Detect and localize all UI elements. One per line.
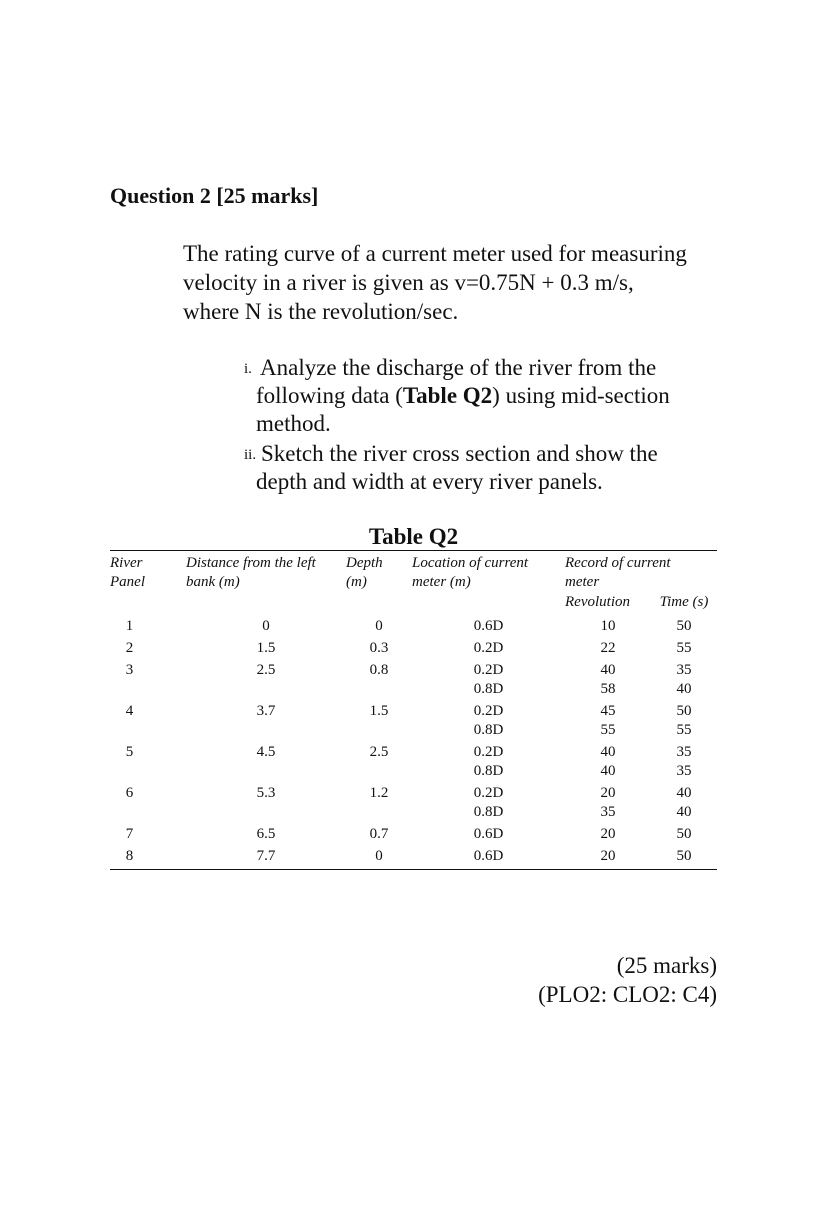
cell-panel: 1 — [125, 618, 134, 634]
table-row — [110, 781, 717, 803]
cell-depth: 0.8 — [369, 662, 389, 678]
table-row — [110, 721, 717, 740]
cell-revolution: 45 — [600, 703, 616, 719]
cell-location: 0.8D — [473, 681, 504, 697]
cell-time: 55 — [676, 640, 692, 656]
cell-time: 35 — [676, 763, 692, 779]
cell-depth: 0 — [375, 618, 383, 634]
cell-distance — [186, 680, 346, 699]
task-text: Sketch the river cross section and show the — [261, 441, 658, 466]
marks-block — [538, 951, 717, 1009]
table-body — [110, 614, 717, 870]
cell-depth: 0 — [375, 848, 383, 864]
table-title: Table Q2 — [368, 524, 459, 549]
cell-time: 55 — [676, 722, 692, 738]
cell-revolution: 22 — [600, 640, 616, 656]
cell-time: 40 — [676, 785, 692, 801]
cell-revolution: 40 — [600, 744, 616, 760]
cell-revolution: 55 — [600, 722, 616, 738]
table-row — [110, 762, 717, 781]
cell-revolution: 20 — [600, 785, 616, 801]
data-table — [110, 550, 717, 870]
task-list — [244, 354, 724, 498]
table-row — [110, 636, 717, 658]
cell-depth: 0.3 — [369, 640, 389, 656]
cell-time: 40 — [676, 681, 692, 697]
cell-depth: 2.5 — [369, 744, 389, 760]
table-row — [110, 740, 717, 762]
question-heading: Question 2 [25 marks] — [110, 183, 319, 208]
cell-revolution: 20 — [600, 826, 616, 842]
table-row — [110, 803, 717, 822]
table-reference: Table Q2 — [402, 383, 493, 408]
header-time: Time (s) — [659, 594, 709, 610]
table-row — [110, 680, 717, 699]
cell-panel: 4 — [125, 703, 134, 719]
cell-depth — [346, 721, 412, 740]
cell-distance — [186, 762, 346, 781]
task-item-i — [244, 354, 724, 438]
cell-revolution: 40 — [600, 662, 616, 678]
cell-distance: 4.5 — [256, 744, 276, 760]
header-location: Location of current meter (m) — [412, 555, 529, 590]
cell-location: 0.2D — [473, 640, 504, 656]
task-marker: ii. — [244, 447, 257, 463]
header-revolution: Revolution — [565, 594, 630, 610]
cell-location: 0.2D — [473, 662, 504, 678]
cell-location: 0.6D — [473, 826, 504, 842]
task-line: depth and width at every river panels. — [256, 469, 603, 494]
question-intro — [183, 239, 728, 326]
cell-time: 35 — [676, 744, 692, 760]
cell-panel: 6 — [125, 785, 134, 801]
table-row — [110, 658, 717, 680]
cell-panel: 8 — [125, 848, 134, 864]
header-depth: Depth (m) — [346, 555, 383, 590]
cell-revolution: 10 — [600, 618, 616, 634]
cell-distance: 5.3 — [256, 785, 276, 801]
cell-time: 50 — [676, 618, 692, 634]
cell-revolution: 35 — [600, 804, 616, 820]
task-line: method. — [256, 411, 331, 436]
cell-location: 0.6D — [473, 618, 504, 634]
task-line — [256, 382, 724, 410]
cell-revolution: 58 — [600, 681, 616, 697]
intro-line: velocity in a river is given as v=0.75N + 0.3 m/s, — [183, 270, 634, 295]
cell-time: 35 — [676, 662, 692, 678]
cell-distance — [186, 803, 346, 822]
cell-panel — [110, 803, 186, 822]
task-text: Analyze the discharge of the river from the — [260, 355, 657, 380]
task-marker: i. — [244, 361, 252, 377]
cell-distance: 6.5 — [256, 826, 276, 842]
cell-distance: 2.5 — [256, 662, 276, 678]
cell-revolution: 20 — [600, 848, 616, 864]
cell-location: 0.2D — [473, 744, 504, 760]
header-panel: River Panel — [110, 555, 145, 590]
task-line — [256, 440, 724, 468]
cell-revolution: 40 — [600, 763, 616, 779]
cell-location: 0.6D — [473, 848, 504, 864]
cell-distance: 7.7 — [256, 848, 276, 864]
cell-depth — [346, 762, 412, 781]
table-row — [110, 699, 717, 721]
cell-depth — [346, 803, 412, 822]
outcome-codes: (PLO2: CLO2: C4) — [538, 982, 717, 1007]
table-row — [110, 844, 717, 870]
cell-panel — [110, 680, 186, 699]
cell-panel: 2 — [125, 640, 134, 656]
intro-line: The rating curve of a current meter used for measuring — [183, 241, 687, 266]
cell-depth: 1.2 — [369, 785, 389, 801]
cell-distance: 1.5 — [256, 640, 276, 656]
cell-distance: 0 — [262, 618, 270, 634]
header-distance: Distance from the left bank (m) — [186, 555, 316, 590]
task-item-ii — [244, 440, 724, 496]
cell-panel: 5 — [125, 744, 134, 760]
cell-time: 40 — [676, 804, 692, 820]
cell-location: 0.2D — [473, 785, 504, 801]
cell-distance — [186, 721, 346, 740]
cell-panel — [110, 721, 186, 740]
cell-time: 50 — [676, 848, 692, 864]
header-row — [110, 551, 717, 593]
table-row — [110, 614, 717, 636]
cell-location: 0.8D — [473, 763, 504, 779]
task-text: ) using mid-section — [492, 383, 670, 408]
cell-time: 50 — [676, 826, 692, 842]
cell-depth — [346, 680, 412, 699]
cell-panel: 3 — [125, 662, 134, 678]
cell-location: 0.8D — [473, 722, 504, 738]
cell-location: 0.8D — [473, 804, 504, 820]
intro-line: where N is the revolution/sec. — [183, 299, 459, 324]
cell-distance: 3.7 — [256, 703, 276, 719]
cell-location: 0.2D — [473, 703, 504, 719]
header-record: Record of current meter — [565, 555, 671, 590]
cell-panel: 7 — [125, 826, 134, 842]
task-text: following data ( — [256, 383, 403, 408]
total-marks: (25 marks) — [616, 953, 717, 978]
cell-depth: 1.5 — [369, 703, 389, 719]
task-line — [256, 354, 724, 382]
table-row — [110, 822, 717, 844]
cell-panel — [110, 762, 186, 781]
cell-depth: 0.7 — [369, 826, 389, 842]
cell-time: 50 — [676, 703, 692, 719]
